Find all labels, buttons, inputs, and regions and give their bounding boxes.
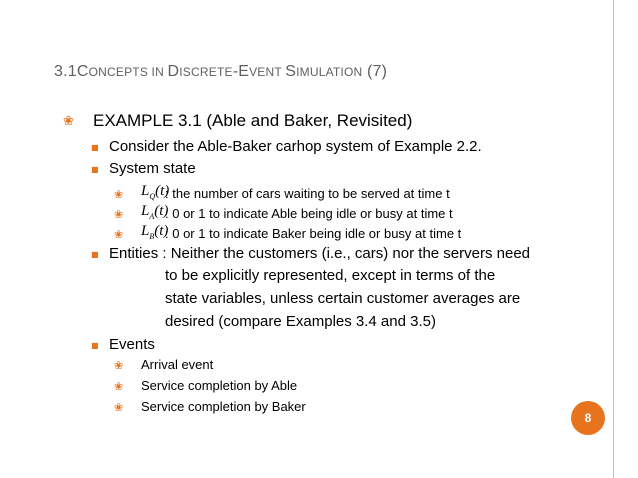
events-item: ■ Events <box>91 336 155 353</box>
state-var-lq: ❀ $L_Q(t)$ : the number of cars waiting to be served at time t <box>114 183 450 201</box>
square-bullet-icon: ■ <box>91 341 99 350</box>
state-var-la: ❀ $L_A(t)$ : 0 or 1 to indicate Able being idle or busy at time t <box>114 203 453 221</box>
square-bullet-icon: ■ <box>91 250 99 259</box>
entities-line-2: to be explicitly represented, except in terms of the <box>165 267 496 284</box>
right-border <box>613 0 638 478</box>
entities-item: ■ Entities : Neither the customers (i.e., cars) nor the servers need <box>91 245 531 262</box>
lq-symbol: $L_Q(t)$ <box>141 183 170 201</box>
entities-line-3: state variables, unless certain customer averages are <box>165 290 521 307</box>
entities-line-4: desired (compare Examples 3.4 and 3.5) <box>165 313 436 330</box>
ornament-bullet-icon: ❀ <box>114 380 124 393</box>
event-item: ❀ Service completion by Baker <box>114 399 306 414</box>
ornament-bullet-icon: ❀ <box>114 228 124 241</box>
ornament-bullet-icon: ❀ <box>114 401 124 414</box>
ornament-bullet-icon: ❀ <box>114 208 124 221</box>
square-bullet-icon: ■ <box>91 143 99 152</box>
lb-symbol: $L_B(t)$ <box>141 223 169 241</box>
page-number-badge: 8 <box>571 401 605 435</box>
example-heading: ❀ EXAMPLE 3.1 (Able and Baker, Revisited) <box>63 111 413 130</box>
ornament-bullet-icon: ❀ <box>114 188 124 201</box>
system-state-item: ■ System state <box>91 160 196 177</box>
state-var-lb: ❀ $L_B(t)$ : 0 or 1 to indicate Baker being idle or busy at time t <box>114 223 462 241</box>
consider-item: ■ Consider the Able-Baker carhop system of Example 2.2. <box>91 138 482 155</box>
event-item: ❀ Service completion by Able <box>114 378 298 393</box>
square-bullet-icon: ■ <box>91 165 99 174</box>
ornament-bullet-icon: ❀ <box>114 359 124 372</box>
ornament-bullet-icon: ❀ <box>63 114 74 129</box>
slide-title: 3.1CONCEPTS IN DISCRETE-EVENT SIMULATION (7) <box>54 63 388 80</box>
la-symbol: $L_A(t)$ <box>141 203 169 221</box>
event-item: ❀ Arrival event <box>114 357 214 372</box>
